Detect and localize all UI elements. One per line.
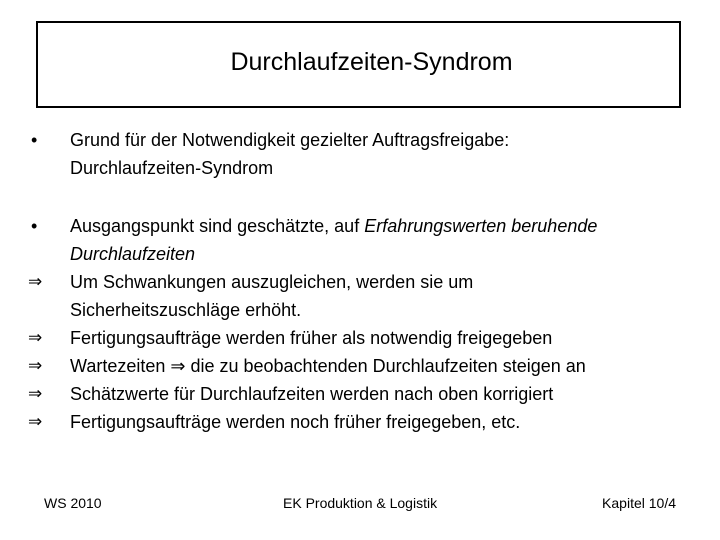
implies-arrow-icon: ⇒ <box>28 272 43 291</box>
bullet-icon: • <box>31 130 38 150</box>
bullet-2-italic-2: Durchlaufzeiten <box>70 244 196 264</box>
bullet-2-italic: Erfahrungswerten beruhende <box>364 216 598 236</box>
arrow-item-3 <box>28 352 698 380</box>
arrow-3-text <box>70 352 586 380</box>
bullet-1-line-1: Grund für der Notwendigkeit gezielter Auftragsfreigabe: <box>70 130 510 150</box>
footer-course: EK Produktion & Logistik <box>283 495 438 511</box>
bullet-2-plain: Ausgangspunkt sind geschätzte, auf <box>70 216 365 236</box>
implies-arrow-icon: ⇒ <box>170 356 186 376</box>
arrow-item-5 <box>28 408 698 436</box>
slide-title: Durchlaufzeiten-Syndrom <box>230 47 513 76</box>
arrow-1-line-1: Um Schwankungen auszugleichen, werden sie um <box>70 272 474 292</box>
arrow-3-part-1: Wartezeiten <box>70 356 171 376</box>
arrow-5-text: Fertigungsaufträge werden noch früher freigegeben, etc. <box>70 412 521 432</box>
arrow-item-1 <box>28 268 698 324</box>
bullet-item-2 <box>28 212 698 268</box>
footer-chapter: Kapitel 10/4 <box>602 495 676 511</box>
arrow-item-4 <box>28 380 698 408</box>
implies-arrow-icon: ⇒ <box>28 384 43 403</box>
title-box <box>36 21 681 108</box>
bullet-text-2 <box>70 212 597 268</box>
bullet-2-line-2 <box>70 240 597 268</box>
implies-arrow-icon: ⇒ <box>28 412 43 431</box>
bullet-text-1 <box>70 126 509 182</box>
arrow-3-part-2: die zu beobachtenden Durchlaufzeiten steigen an <box>185 356 586 376</box>
implies-arrow-icon: ⇒ <box>28 356 43 375</box>
arrow-1-line-2: Sicherheitszuschläge erhöht. <box>70 300 302 320</box>
slide-content <box>28 126 698 436</box>
footer-semester: WS 2010 <box>44 495 102 511</box>
bullet-item-1 <box>28 126 698 182</box>
bullet-1-line-2: Durchlaufzeiten-Syndrom <box>70 158 274 178</box>
bullet-2-line-1 <box>70 212 597 240</box>
arrow-item-2 <box>28 324 698 352</box>
implies-arrow-icon: ⇒ <box>28 328 43 347</box>
bullet-icon: • <box>31 216 38 236</box>
arrow-2-text: Fertigungsaufträge werden früher als notwendig freigegeben <box>70 328 553 348</box>
arrow-4-text: Schätzwerte für Durchlaufzeiten werden nach oben korrigiert <box>70 384 554 404</box>
